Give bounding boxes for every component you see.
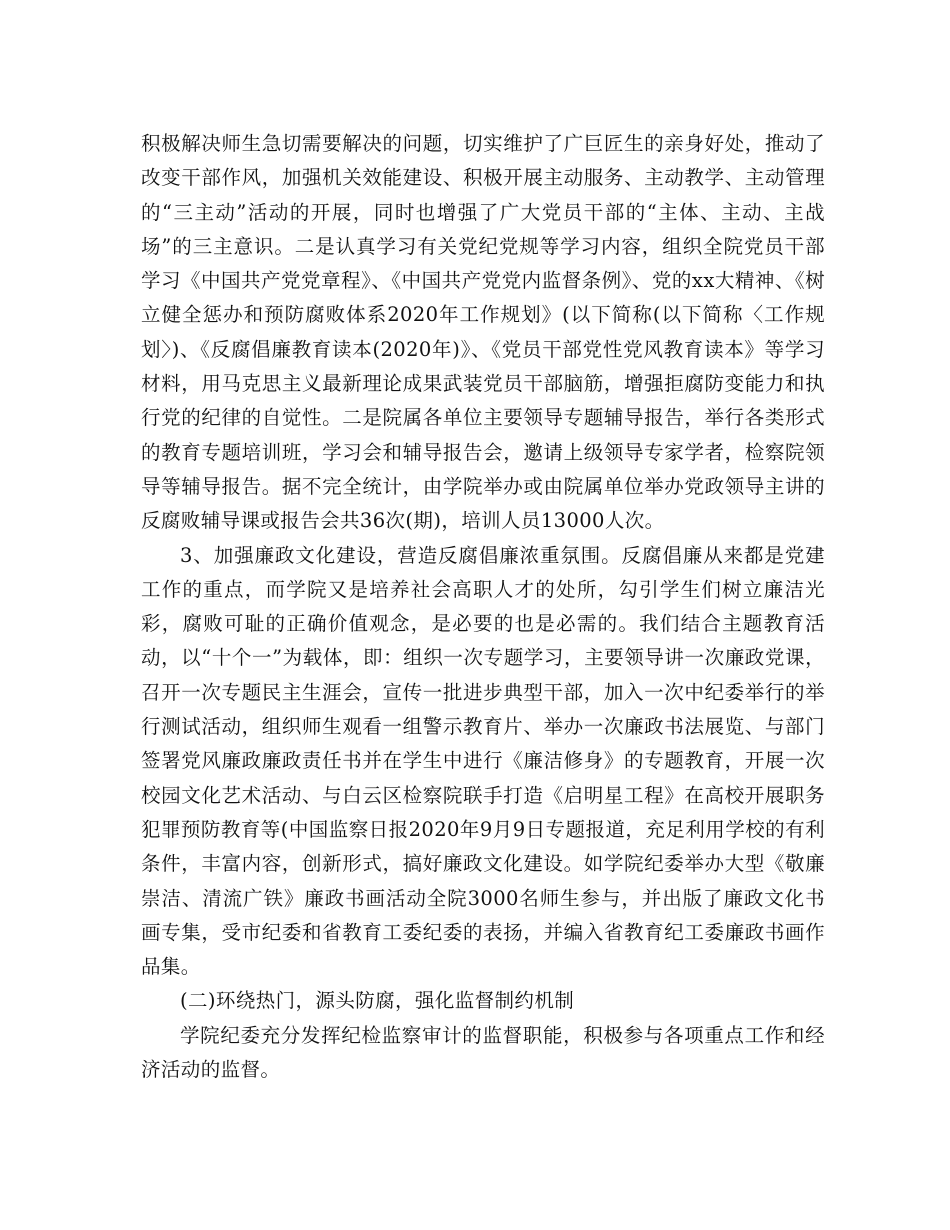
document-body bbox=[141, 127, 825, 1087]
body-paragraph-3: 学院纪委充分发挥纪检监察审计的监督职能，积极参与各项重点工作和经济活动的监督。 bbox=[141, 1023, 825, 1082]
section-heading: (二)环绕热门，源头防腐，强化监督制约机制 bbox=[180, 989, 575, 1013]
body-paragraph-2: 3、加强廉政文化建设，营造反腐倡廉浓重氛围。反腐倡廉从来都是党建工作的重点，而学院又是培养社会高职人才的处所，勾引学生们树立廉洁光彩，腐败可耻的正确价值观念，是必要的也是必需的。我们结合主题教育活动，以“十个一”为载体，即：组织一次专题学习，主要领导讲一次廉政党课，召开一次专题民主生涯会，宣传一批进步典型干部，加入一次中纪委举行的举行测试活动，组织师生观看一组警示教育片、举办一次廉政书法展览、与部门签署党风廉政廉政责任书并在学生中进行《廉洁修身》的专题教育，开展一次校园文化艺术活动、与白云区检察院联手打造《启明星工程》在高校开展职务犯罪预防教育等(中国监察日报2020年9月9日专题报道，充足利用学校的有利条件，丰富内容，创新形式，搞好廉政文化建设。如学院纪委举办大型《敬廉崇洁、清流广铁》廉政书画活动全院3000名师生参与，并出版了廉政文化书画专集，受市纪委和省教育工委纪委的表扬，并编入省教育纪工委廉政书画作品集。 bbox=[141, 543, 825, 979]
body-paragraph-1: 积极解决师生急切需要解决的问题，切实维护了广巨匠生的亲身好处，推动了改变干部作风，加强机关效能建设、积极开展主动服务、主动教学、主动管理的“三主动”活动的开展，同时也增强了广大党员干部的“主体、主动、主战场”的三主意识。二是认真学习有关党纪党规等学习内容，组织全院党员干部学习《中国共产党党章程》、《中国共产党党内监督条例》、党的xx大精神、《树立健全惩办和预防腐败体系2020年工作规划》(以下简称(以下简称〈工作规划〉)、《反腐倡廉教育读本(2020年)》、《党员干部党性党风教育读本》等学习材料，用马克思主义最新理论成果武装党员干部脑筋，增强拒腐防变能力和执行党的纪律的自觉性。二是院属各单位主要领导专题辅导报告，举行各类形式的教育专题培训班，学习会和辅导报告会，邀请上级领导专家学者，检察院领导等辅导报告。据不完全统计，由学院举办或由院属单位举办党政领导主讲的反腐败辅导课或报告会共36次(期)，培训人员13000人次。 bbox=[141, 132, 825, 533]
